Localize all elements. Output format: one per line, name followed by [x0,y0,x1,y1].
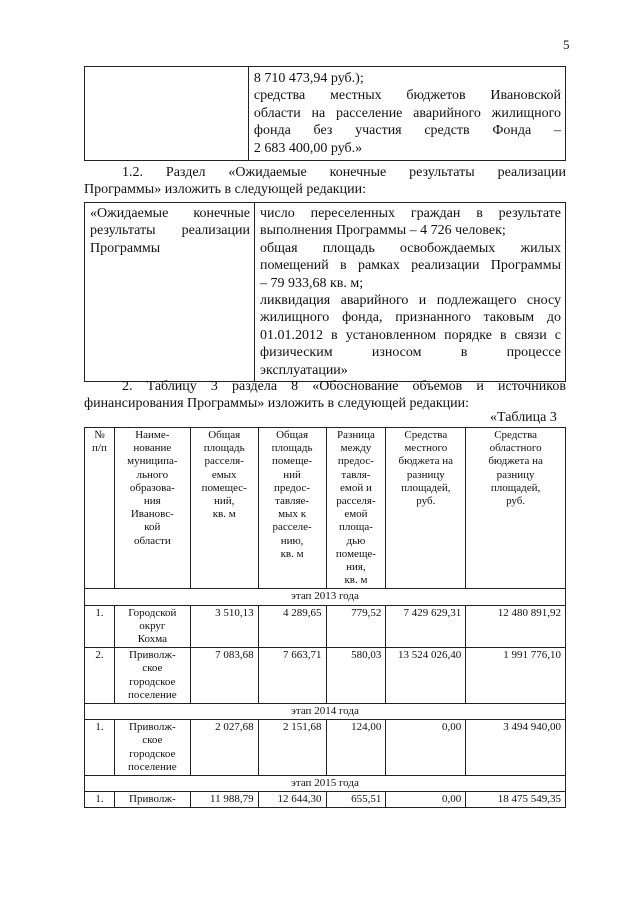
header-line: емых [211,468,237,481]
stage-label: этап 2015 года [85,776,566,792]
header-line: кой [144,521,161,534]
cell-local-budget: 0,00 [386,720,466,776]
header-line: разницу [496,468,535,481]
row-number: 2. [85,648,115,704]
header-line: расселя- [204,455,244,468]
cell-local-budget: 7 429 629,31 [386,605,466,648]
header-line: нию, [280,534,304,547]
cell-difference: 580,03 [326,648,386,704]
header-line: расселя- [336,495,376,508]
results-right-line: жилищного фонда, признанного таковым до [260,310,561,326]
name-line: Кохма [137,633,167,646]
header-line: Средства [494,429,537,441]
header-line: помеще- [272,455,313,468]
cell-difference: 124,00 [326,720,386,776]
results-right-line: физическим износом в процессе [260,345,561,361]
row-number: 1. [85,720,115,776]
header-line: расселе- [272,521,312,534]
header-line: предос- [337,455,374,468]
top-table-right-cell [248,67,565,161]
header-line: п/п [92,442,107,455]
header-line: емой [344,508,368,521]
table-3-header-cell [85,428,115,589]
name-line: поселение [128,760,177,773]
cell-difference: 779,52 [326,605,386,648]
top-table-line: фонда без участия средств Фонда – [253,123,561,139]
header-line: дью [346,534,366,547]
header-line: кв. м [212,508,236,521]
header-line: ния, [346,561,366,574]
cell-local-budget: 13 524 026,40 [386,648,466,704]
header-line: мых к [278,508,307,521]
cell-regional-budget: 1 991 776,10 [466,648,566,704]
table-3-header-cell [258,428,326,589]
paragraph-line: 1.2. Раздел «Ожидаемые конечные результаты реализации [122,165,566,180]
results-left-line: «Ожидаемые конечные [90,206,250,221]
results-right-line: выполнения Программы – 4 726 человек; [260,223,506,239]
header-line: ния [143,495,161,508]
header-line: руб. [506,495,526,508]
name-line: городское [129,747,176,760]
cell-area-provided: 7 663,71 [258,648,326,704]
table-row [85,792,566,808]
paragraph-1-2 [84,164,566,199]
paragraph-line: 2. Таблицу 3 раздела 8 «Обоснование объемов и источников [122,379,566,394]
header-line: льного [136,468,169,481]
cell-difference: 655,51 [326,792,386,808]
table-3-body [85,589,566,808]
results-table [84,202,566,382]
top-table-line: 2 683 400,00 руб.» [253,140,363,156]
name-line: Приволж- [129,793,176,806]
table-3-header-cell [466,428,566,589]
header-line: областного [489,442,542,455]
header-line: руб. [416,495,436,508]
header-line: бюджета на [488,455,543,468]
header-line: нование [133,442,172,455]
header-line: Общая [276,429,309,441]
header-line: площадей, [490,481,541,494]
header-line: Общая [208,429,241,441]
results-left-line: Программы [90,240,161,256]
header-line: образова- [129,481,175,494]
results-right-line: число переселенных граждан в результате [260,206,561,221]
page-number: 5 [563,37,570,52]
cell-area-resettled: 7 083,68 [190,648,258,704]
header-line: ний, [213,495,235,508]
paragraph-2 [84,378,566,413]
results-right-line: общая площадь освобождаемых жилых [260,240,561,256]
municipality-name [114,648,190,704]
top-table-left-cell [85,67,249,161]
name-line: Приволж- [129,721,176,734]
header-line: площадь [203,442,245,455]
header-line: ний [283,468,301,481]
results-left-line: результаты реализации [90,223,250,239]
table-3-header-cell [190,428,258,589]
header-line: кв. м [344,574,368,587]
name-line: Приволж- [129,649,176,662]
stage-row [85,704,566,720]
top-table [84,66,566,161]
table-3 [84,427,566,808]
header-line: Средства [404,429,448,441]
table-row [85,720,566,776]
results-left-cell [85,203,255,382]
name-line: Городской [128,606,177,619]
header-line: тавля- [341,468,371,481]
table-row [85,648,566,704]
header-line: площадь [271,442,313,455]
top-table-grid [84,66,566,161]
stage-label: этап 2014 года [85,704,566,720]
header-line: помещес- [201,481,247,494]
municipality-name [114,720,190,776]
header-line: тавляе- [275,495,310,508]
table-3-caption: «Таблица 3 [490,410,557,425]
header-line: площадей, [401,481,451,494]
name-line: городское [129,675,176,688]
municipality-name [114,605,190,648]
cell-area-provided: 4 289,65 [258,605,326,648]
municipality-name [114,792,190,808]
header-line: № [94,429,105,441]
header-line: емой и [340,481,372,494]
table-3-header-cell [326,428,386,589]
stage-row [85,776,566,792]
cell-area-resettled: 2 027,68 [190,720,258,776]
name-line: округ [139,619,166,632]
header-line: муниципа- [127,455,178,468]
results-right-line: – 79 933,68 кв. м; [260,275,364,291]
cell-area-provided: 2 151,68 [258,720,326,776]
paragraph-line: финансирования Программы» изложить в следующей редакции: [84,396,469,412]
results-right-line: помещений в рамках реализации Программы [260,258,561,274]
cell-regional-budget: 12 480 891,92 [466,605,566,648]
top-table-line: области на расселение аварийного жилищного [253,105,561,121]
results-right-line: ликвидация аварийного и подлежащего сносу [260,293,561,309]
results-right-cell [255,203,566,382]
table-3-header-cell [386,428,466,589]
top-table-line: средства местных бюджетов Ивановской [253,88,561,104]
header-line: разницу [406,468,445,481]
cell-area-resettled: 3 510,13 [190,605,258,648]
name-line: ское [142,734,163,747]
cell-area-resettled: 11 988,79 [190,792,258,808]
row-number: 1. [85,605,115,648]
header-line: между [340,442,372,455]
cell-regional-budget: 18 475 549,35 [466,792,566,808]
name-line: ское [142,662,163,675]
row-number: 1. [85,792,115,808]
results-right-line: эксплуатации» [260,362,348,378]
stage-label: этап 2013 года [85,589,566,605]
top-table-line: 8 710 473,94 руб.); [253,71,364,86]
table-row [85,605,566,648]
cell-local-budget: 0,00 [386,792,466,808]
header-line: Разница [337,429,375,441]
results-right-line: 01.01.2012 в установленном порядке в связи с [260,327,561,343]
results-table-grid [84,202,566,382]
table-3-header-cell [114,428,190,589]
header-line: площа- [338,521,373,534]
header-line: бюджета на [398,455,454,468]
paragraph-line: Программы» изложить в следующей редакции: [84,182,366,198]
header-line: местного [404,442,448,455]
name-line: поселение [128,688,177,701]
header-line: Наиме- [135,429,170,441]
cell-regional-budget: 3 494 940,00 [466,720,566,776]
cell-area-provided: 12 644,30 [258,792,326,808]
header-line: области [133,534,171,547]
table-3-header-row [85,428,566,589]
header-line: помеще- [335,547,376,560]
header-line: предос- [274,481,311,494]
stage-row [85,589,566,605]
header-line: кв. м [280,547,304,560]
header-line: Ивановс- [130,508,174,521]
